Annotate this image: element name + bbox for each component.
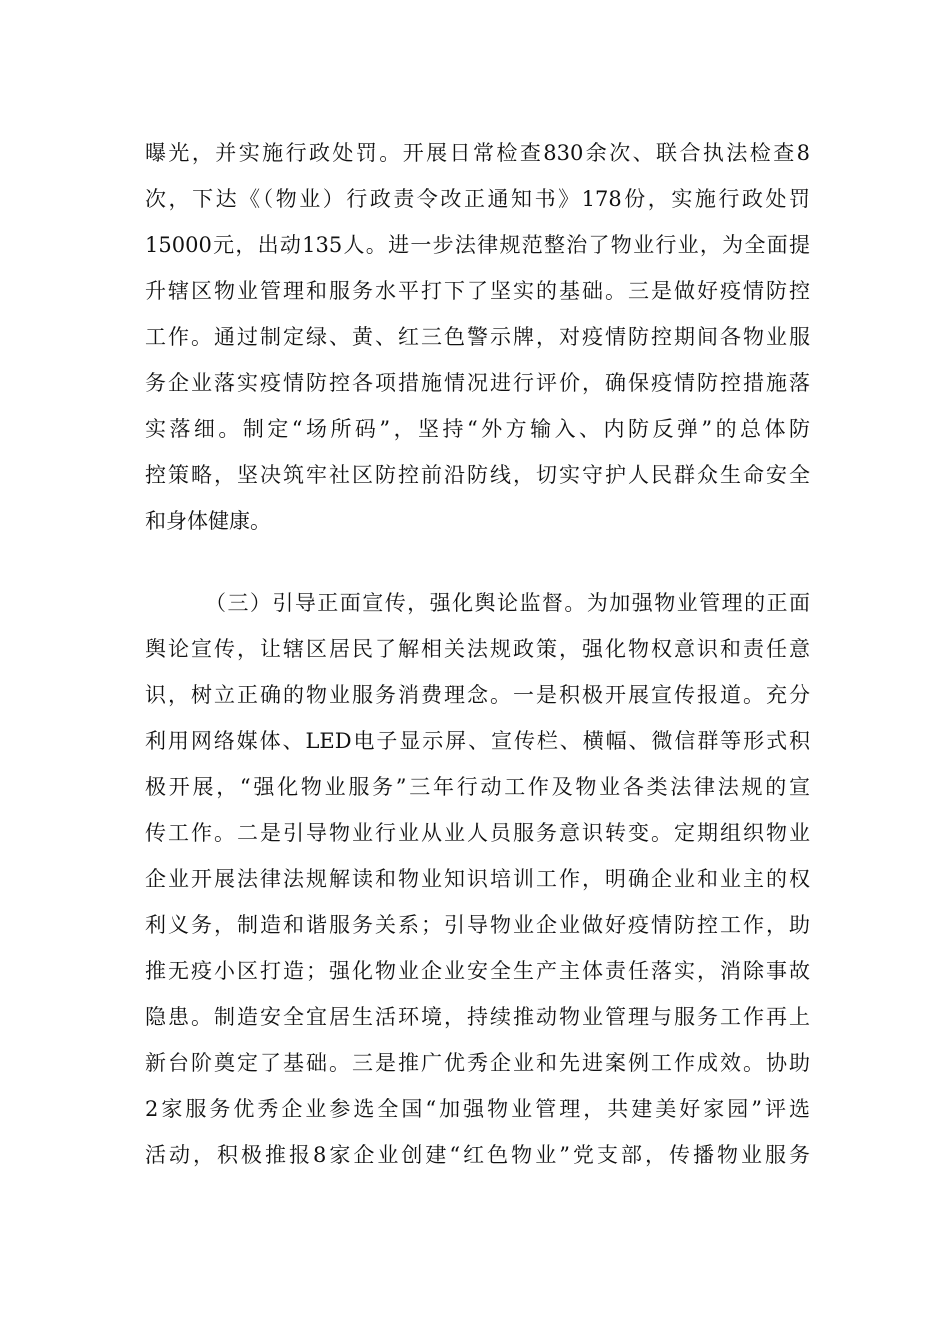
text-line: 舆论宣传，让辖区居民了解相关法规政策，强化物权意识和责任意 xyxy=(145,637,810,661)
text-line: 2家服务优秀企业参选全国“加强物业管理，共建美好家园”评选 xyxy=(145,1097,810,1121)
text-line: 新台阶奠定了基础。三是推广优秀企业和先进案例工作成效。协助 xyxy=(145,1051,810,1075)
text-line: 务企业落实疫情防控各项措施情况进行评价，确保疫情防控措施落 xyxy=(145,371,810,395)
text-line: 极开展，“强化物业服务”三年行动工作及物业各类法律法规的宣 xyxy=(145,775,810,799)
text-line: 利用网络媒体、LED电子显示屏、宣传栏、横幅、微信群等形式积 xyxy=(145,729,810,753)
text-line: 实落细。制定“场所码”，坚持“外方输入、内防反弹”的总体防 xyxy=(145,417,810,441)
text-line: 和身体健康。 xyxy=(145,509,271,533)
text-line: 推无疫小区打造；强化物业企业安全生产主体责任落实，消除事故 xyxy=(145,959,810,983)
text-line: 活动，积极推报8家企业创建“红色物业”党支部，传播物业服务 xyxy=(145,1143,810,1167)
text-line: 15000元，出动135人。进一步法律规范整治了物业行业，为全面提 xyxy=(145,233,810,257)
text-line: 控策略，坚决筑牢社区防控前沿防线，切实守护人民群众生命安全 xyxy=(145,463,810,487)
text-line: 曝光，并实施行政处罚。开展日常检查830余次、联合执法检查8 xyxy=(145,141,810,165)
text-line: 工作。通过制定绿、黄、红三色警示牌，对疫情防控期间各物业服 xyxy=(145,325,810,349)
section-heading-line: （三）引导正面宣传，强化舆论监督。为加强物业管理的正面 xyxy=(205,591,810,615)
text-line: 隐患。制造安全宜居生活环境，持续推动物业管理与服务工作再上 xyxy=(145,1005,810,1029)
paragraph-continuation xyxy=(145,130,810,544)
paragraph-section-3 xyxy=(145,580,810,1178)
text-line: 企业开展法律法规解读和物业知识培训工作，明确企业和业主的权 xyxy=(145,867,810,891)
text-line: 识，树立正确的物业服务消费理念。一是积极开展宣传报道。充分 xyxy=(145,683,810,707)
text-line: 利义务，制造和谐服务关系；引导物业企业做好疫情防控工作，助 xyxy=(145,913,810,937)
text-line: 传工作。二是引导物业行业从业人员服务意识转变。定期组织物业 xyxy=(145,821,810,845)
text-line: 升辖区物业管理和服务水平打下了坚实的基础。三是做好疫情防控 xyxy=(145,279,810,303)
text-line: 次，下达《（物业）行政责令改正通知书》178份，实施行政处罚 xyxy=(145,187,810,211)
